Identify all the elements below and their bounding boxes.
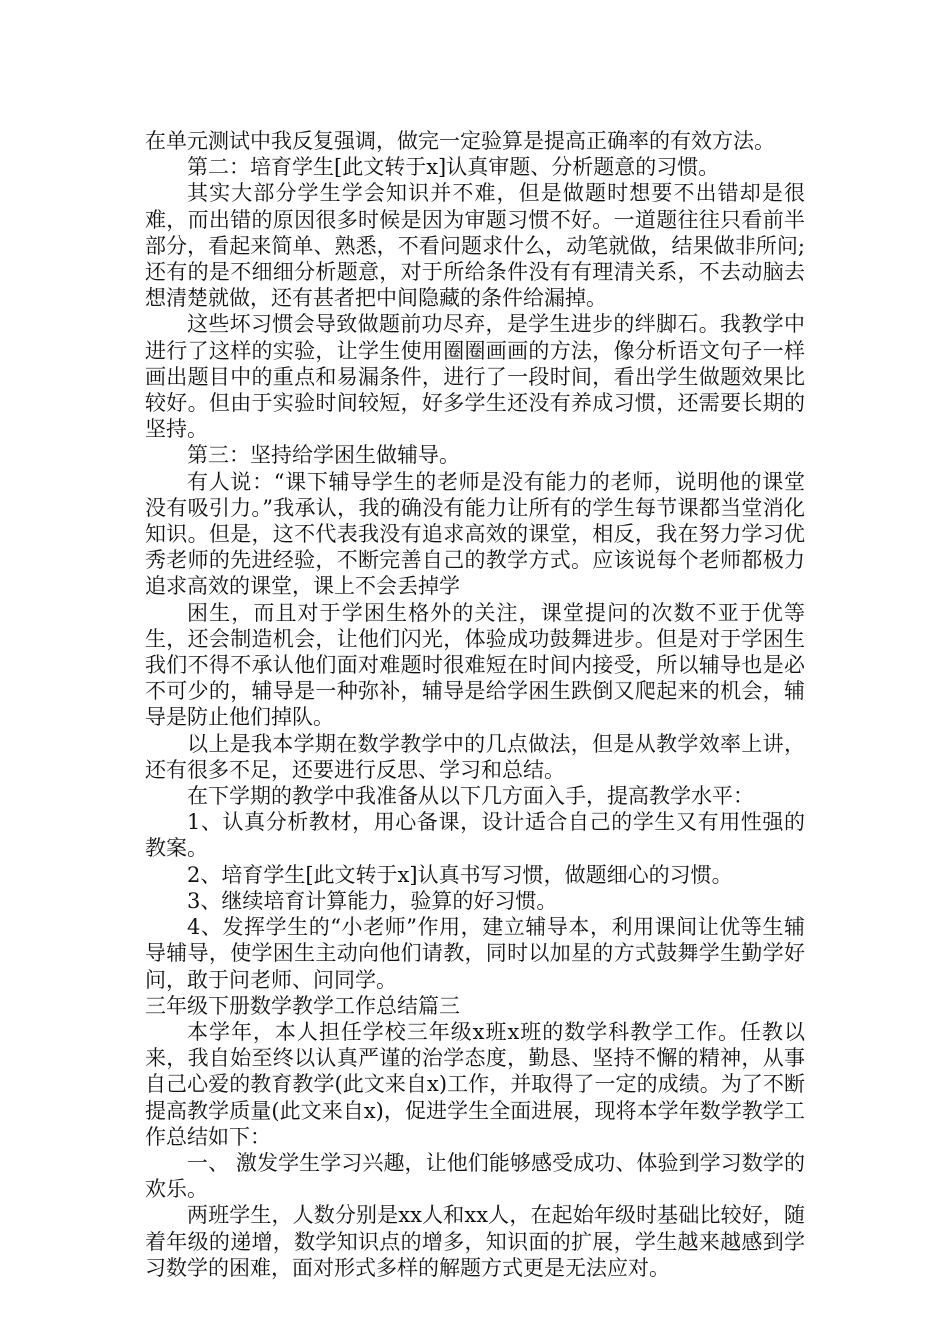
paragraph-2: 第二：培育学生[此文转于x]认真审题、分析题意的习惯。: [187, 155, 720, 180]
paragraph-8: 以上是我本学期在数学教学中的几点做法，但是从教学效率上讲，还有很多不足，还要进行反思、学习和总结。: [145, 731, 805, 782]
document-page: [145, 128, 805, 1281]
paragraph-6: 有人说：“课下辅导学生的老师是没有能力的老师，说明他的课堂没有吸引力。”我承认，我的确没有能力让所有的学生每节课都当堂消化知识。但是，这不代表我没有追求高效的课堂，相反，我在努力学习优秀老师的先进经验，不断完善自己的教学方式。应该说每个老师都极力追求高效的课堂，课上不会丢掉学: [145, 469, 805, 599]
list-item-1: 1、认真分析教材，用心备课，设计适合自己的学生又有用性强的教案。: [145, 810, 805, 861]
paragraph-10: 本学年，本人担任学校三年级x班x班的数学科教学工作。任教以来，我自始至终以认真严谨的治学态度，勤恳、坚持不懈的精神，从事自己心爱的教育教学(此文来自x)工作，并取得了一定的成绩。为了不断提高教学质量(此文来自x)，促进学生全面进展，现将本学年数学教学工作总结如下：: [145, 1019, 805, 1149]
paragraph-5: 第三：坚持给学困生做辅导。: [187, 443, 460, 468]
paragraph-12: 两班学生，人数分别是xx人和xx人，在起始年级时基础比较好，随着年级的递增，数学知识点的增多，知识面的扩展，学生越来越感到学习数学的困难，面对形式多样的解题方式更是无法应对。: [145, 1203, 805, 1280]
paragraph-11: 一、 激发学生学习兴趣，让他们能够感受成功、体验到学习数学的欢乐。: [145, 1150, 805, 1202]
paragraph-9: 在下学期的教学中我准备从以下几方面入手，提高教学水平：: [187, 784, 754, 809]
paragraph-3: 其实大部分学生学会知识并不难，但是做题时想要不出错却是很难，而出错的原因很多时候是因为审题习惯不好。一道题往往只看前半部分，看起来简单、熟悉，不看问题求什么，动笔就做，结果做非所问;还有的是不细细分析题意，对于所给条件没有有理清关系，不去动脑去想清楚就做，还有甚者把中间隐藏的条件给漏掉。: [145, 181, 805, 311]
paragraph-1: 在单元测试中我反复强调，做完一定验算是提高正确率的有效方法。: [145, 129, 775, 153]
list-item-2: 2、培育学生[此文转于x]认真书写习惯，做题细心的习惯。: [187, 862, 733, 887]
paragraph-4: 这些坏习惯会导致做题前功尽弃，是学生进步的绊脚石。我教学中进行了这样的实验，让学生使用圈圈画画的方法，像分析语文句子一样画出题目中的重点和易漏条件，进行了一段时间，看出学生做题效果比较好。但由于实验时间较短，好多学生还没有养成习惯，还需要长期的坚持。: [145, 312, 805, 442]
list-item-3: 3、继续培育计算能力，验算的好习惯。: [187, 888, 558, 913]
paragraph-7: 困生，而且对于学困生格外的关注，课堂提问的次数不亚于优等生，还会制造机会，让他们闪光，体验成功鼓舞进步。但是对于学困生我们不得不承认他们面对难题时很难短在时间内接受，所以辅导也是必不可少的，辅导是一种弥补，辅导是给学困生跌倒又爬起来的机会，辅导是防止他们掉队。: [145, 600, 805, 730]
list-item-4: 4、发挥学生的“小老师”作用，建立辅导本，利用课间让优等生辅导辅导，使学困生主动向他们请教，同时以加星的方式鼓舞学生勤学好问，敢于问老师、问同学。: [145, 915, 805, 992]
section-heading: 三年级下册数学教学工作总结篇三: [145, 993, 460, 1018]
